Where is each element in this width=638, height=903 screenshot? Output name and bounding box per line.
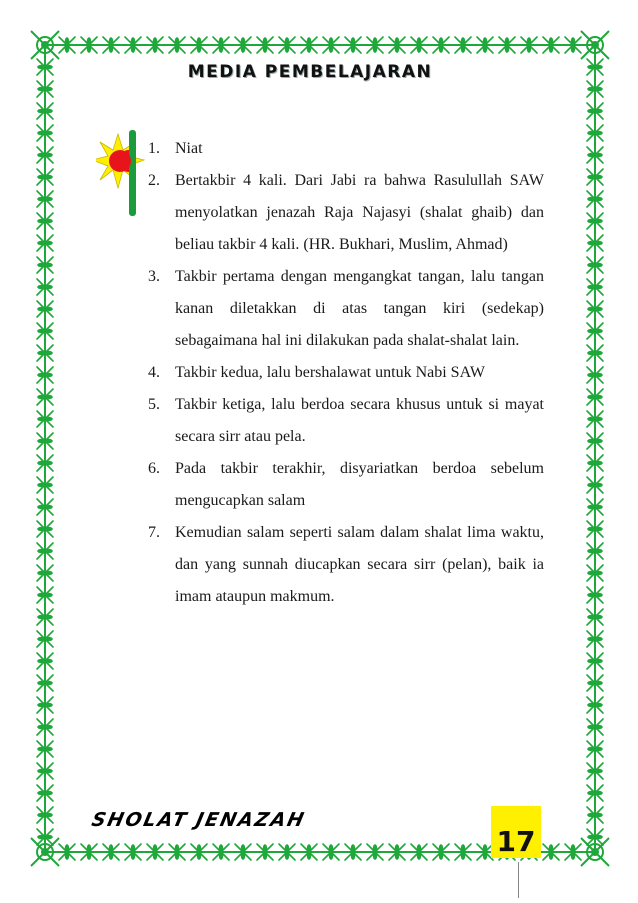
list-item: 7. Kemudian salam seperti salam dalam shalat lima waktu, dan yang sunnah diucapkan secara sirr (pelan), baik ia imam ataupun makmum. xyxy=(148,524,544,605)
steps-list xyxy=(148,133,544,613)
list-item: 4. Takbir kedua, lalu bershalawat untuk Nabi SAW xyxy=(148,364,485,381)
list-item: 6. Pada takbir terakhir, disyariatkan berdoa sebelum mengucapkan salam xyxy=(148,460,544,509)
list-item: 3. Takbir pertama dengan mengangkat tangan, lalu tangan kanan diletakkan di atas tangan kiri (sedekap) sebagaimana hal ini dilakukan pada shalat-shalat lain. xyxy=(148,268,544,349)
page-title: MEDIA PEMBELAJARAN xyxy=(187,62,433,82)
page-number: 17 xyxy=(496,825,536,858)
list-item: 1. Niat xyxy=(148,140,203,157)
footer-title: SHOLAT JENAZAH xyxy=(89,809,308,831)
list-item: 2. Bertakbir 4 kali. Dari Jabi ra bahwa Rasulullah SAW menyolatkan jenazah Raja Najasyi (shalat ghaib) dan beliau takbir 4 kali. (HR. Bukhari, Muslim, Ahmad) xyxy=(148,172,544,253)
page-tick-line xyxy=(518,862,519,898)
sunburst-bullet-icon xyxy=(96,128,146,218)
list-item: 5. Takbir ketiga, lalu berdoa secara khusus untuk si mayat secara sirr atau pela. xyxy=(148,396,544,445)
